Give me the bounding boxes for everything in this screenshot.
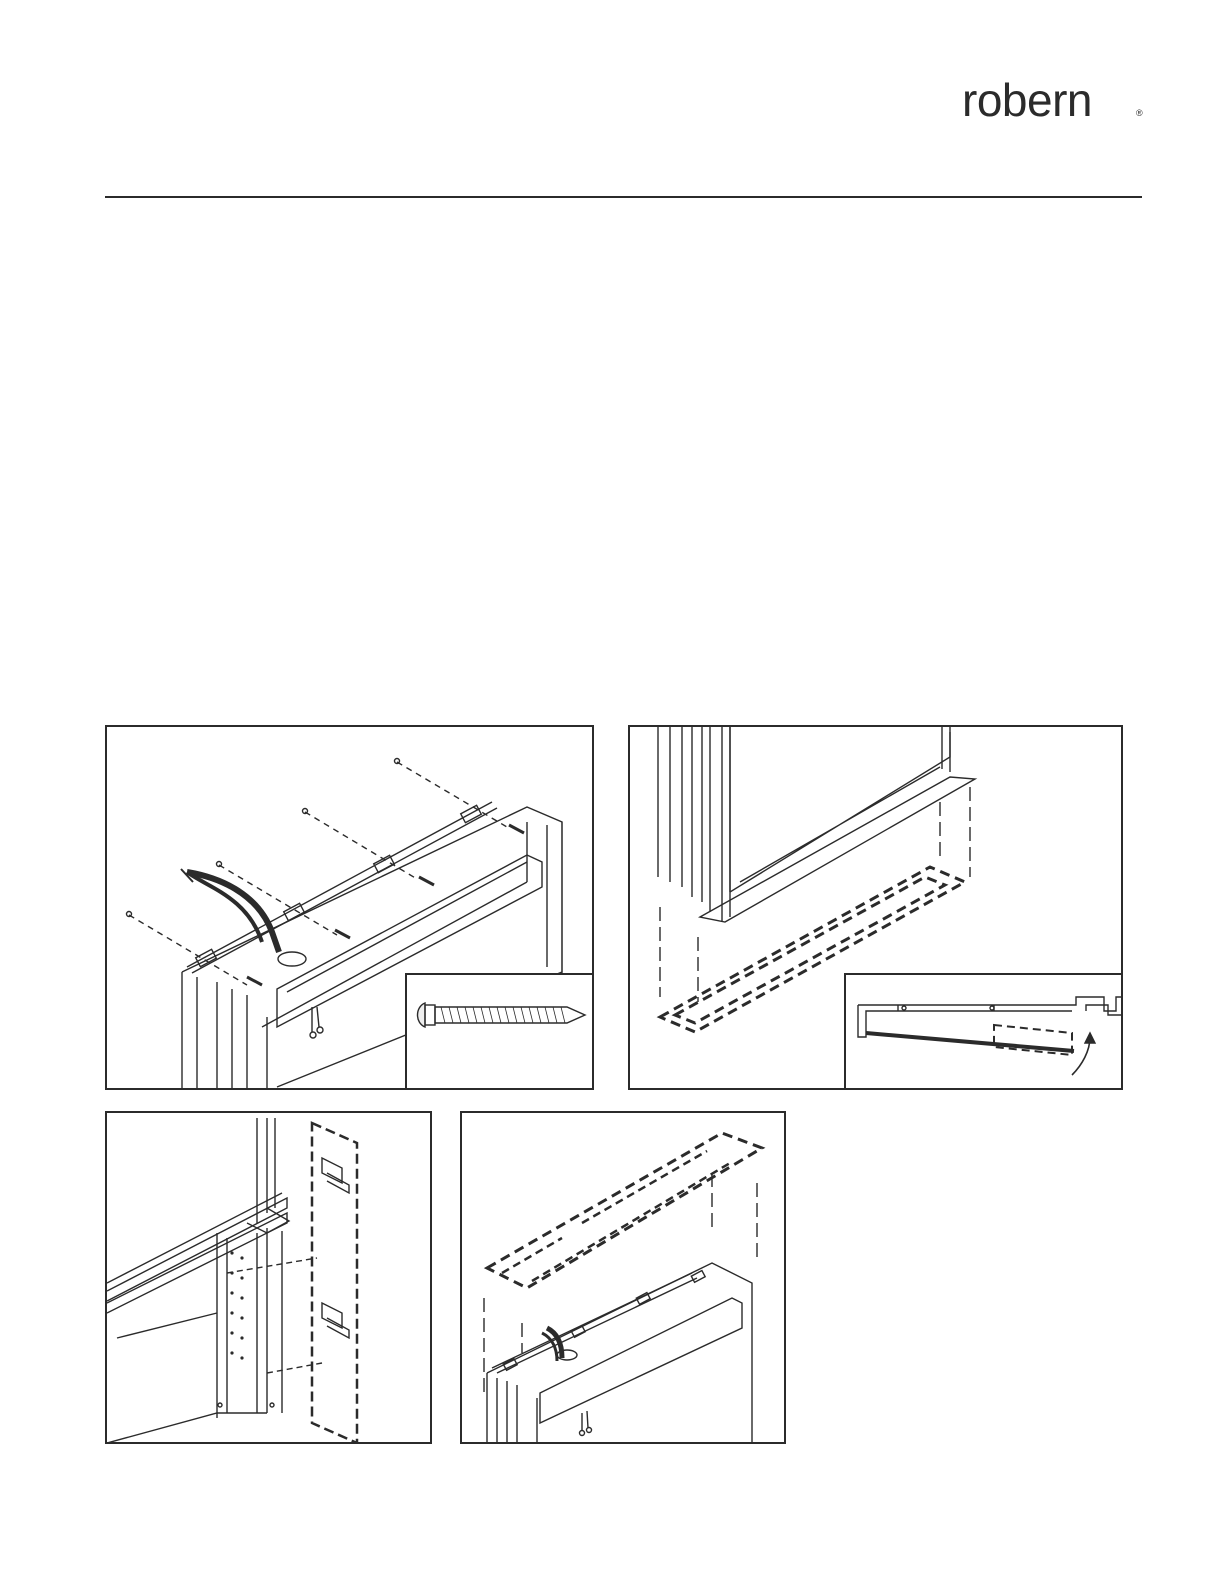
bottom-cover-detail-inset: [844, 973, 1123, 1090]
robern-logo: [962, 74, 1152, 128]
figure-bottom-cover-installation: [628, 725, 1123, 1090]
figure-screw-installation: [105, 725, 594, 1090]
registered-mark: ®: [1136, 108, 1143, 118]
screw-detail-inset: [405, 973, 594, 1090]
logo-wordmark: robern: [962, 74, 1092, 126]
header-divider: [105, 196, 1142, 198]
figure-top-cover-installation: [460, 1111, 786, 1444]
figure-side-panel-installation: [105, 1111, 432, 1444]
